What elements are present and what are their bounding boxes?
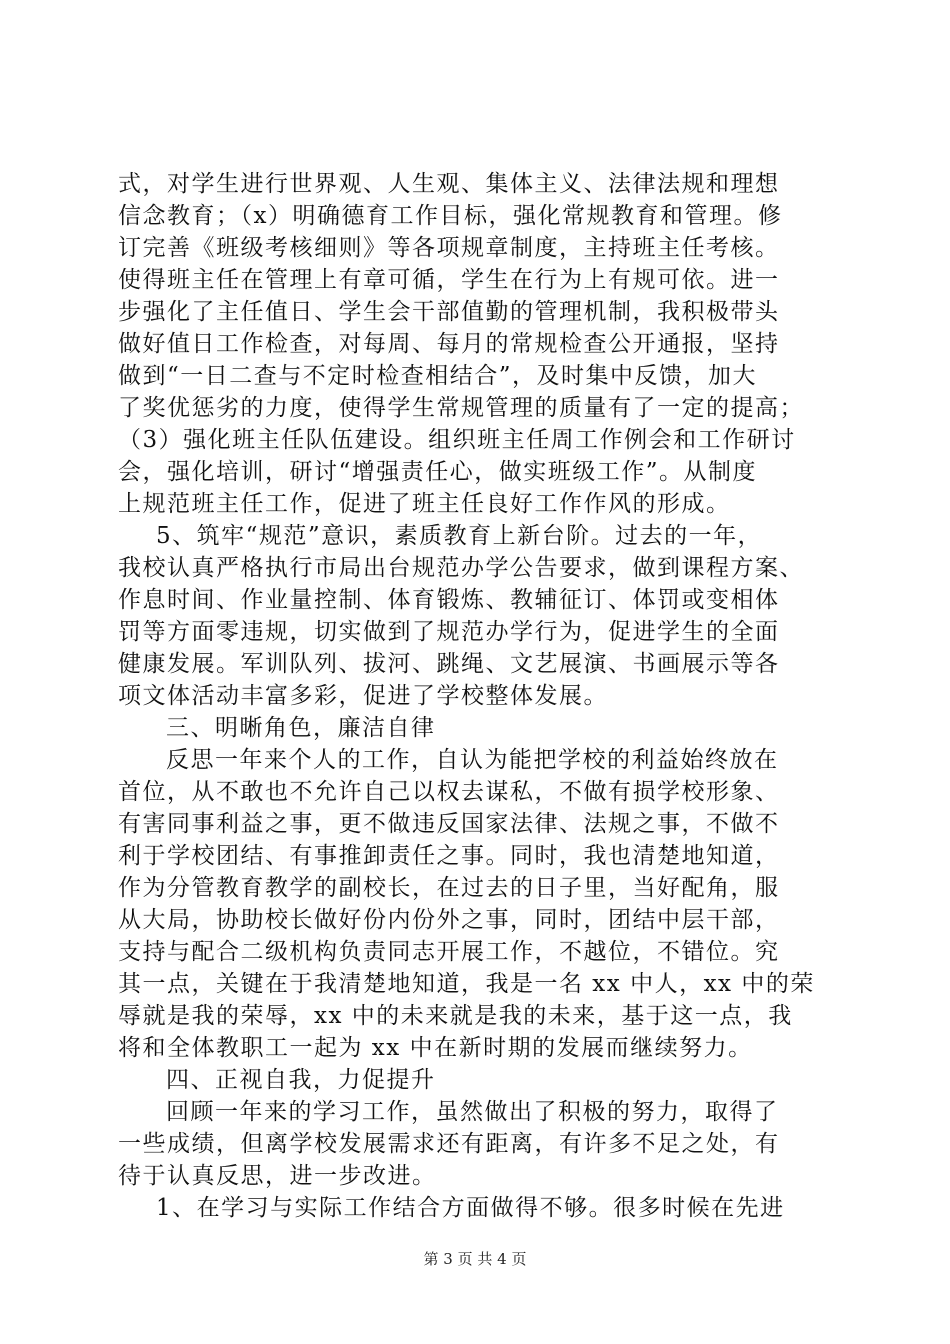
text-line: 做到“一日二查与不定时检查相结合”，及时集中反馈，加大 [118, 363, 758, 389]
text-line: 使得班主任在管理上有章可循，学生在行为上有规可依。进一 [118, 267, 780, 293]
text-line: 订完善《班级考核细则》等各项规章制度，主持班主任考核。 [118, 235, 780, 261]
paragraph-start-line: 回顾一年来的学习工作，虽然做出了积极的努力，取得了 [166, 1099, 779, 1125]
text-line: 式，对学生进行世界观、人生观、集体主义、法律法规和理想 [118, 171, 780, 197]
text-line: 利于学校团结、有事推卸责任之事。同时，我也清楚地知道， [118, 843, 780, 869]
text-line: 将和全体教职工一起为 xx 中在新时期的发展而继续努力。 [118, 1035, 753, 1061]
text-line: 作为分管教育教学的副校长，在过去的日子里，当好配角，服 [118, 875, 780, 901]
paragraph-start-line: 1、在学习与实际工作结合方面做得不够。很多时候在先进 [156, 1195, 785, 1221]
text-line: 会，强化培训，研讨“增强责任心，做实班级工作”。从制度 [118, 459, 758, 485]
paragraph-start-line: 反思一年来个人的工作，自认为能把学校的利益始终放在 [166, 747, 779, 773]
page-footer: 第 3 页 共 4 页 [423, 1250, 527, 1268]
text-line: 辱就是我的荣辱，xx 中的未来就是我的未来，基于这一点，我 [118, 1003, 793, 1029]
text-line: 项文体活动丰富多彩，促进了学校整体发展。 [118, 683, 608, 709]
text-line: 信念教育；（x）明确德育工作目标，强化常规教育和管理。修 [118, 203, 783, 229]
text-line: 步强化了主任值日、学生会干部值勤的管理机制，我积极带头 [118, 299, 780, 325]
text-line: 了奖优惩劣的力度，使得学生常规管理的质量有了一定的提高； [118, 395, 804, 421]
section-heading: 三、明晰角色，廉洁自律 [166, 715, 436, 741]
body-text [118, 168, 838, 1224]
text-line: 健康发展。军训队列、拔河、跳绳、文艺展演、书画展示等各 [118, 651, 780, 677]
text-line: 首位，从不敢也不允许自己以权去谋私，不做有损学校形象、 [118, 779, 780, 805]
text-line: 待于认真反思，进一步改进。 [118, 1163, 437, 1189]
text-line: 有害同事利益之事，更不做违反国家法律、法规之事，不做不 [118, 811, 780, 837]
text-line: 其一点，关键在于我清楚地知道，我是一名 xx 中人，xx 中的荣 [118, 971, 815, 997]
text-line: 罚等方面零违规，切实做到了规范办学行为，促进学生的全面 [118, 619, 780, 645]
section-heading: 四、正视自我，力促提升 [166, 1067, 436, 1093]
text-line: 支持与配合二级机构负责同志开展工作，不越位，不错位。究 [118, 939, 780, 965]
text-line: 一些成绩，但离学校发展需求还有距离，有许多不足之处，有 [118, 1131, 780, 1157]
text-line: 做好值日工作检查，对每周、每月的常规检查公开通报，坚持 [118, 331, 780, 357]
text-line: （3）强化班主任队伍建设。组织班主任周工作例会和工作研讨 [118, 427, 796, 453]
paragraph-start-line: 5、筑牢“规范”意识，素质教育上新台阶。过去的一年， [156, 523, 763, 549]
text-line: 从大局，协助校长做好份内份外之事，同时，团结中层干部， [118, 907, 780, 933]
text-line: 作息时间、作业量控制、体育锻炼、教辅征订、体罚或变相体 [118, 587, 780, 613]
text-line: 我校认真严格执行市局出台规范办学公告要求，做到课程方案、 [118, 555, 804, 581]
text-line: 上规范班主任工作，促进了班主任良好工作作风的形成。 [118, 491, 731, 517]
